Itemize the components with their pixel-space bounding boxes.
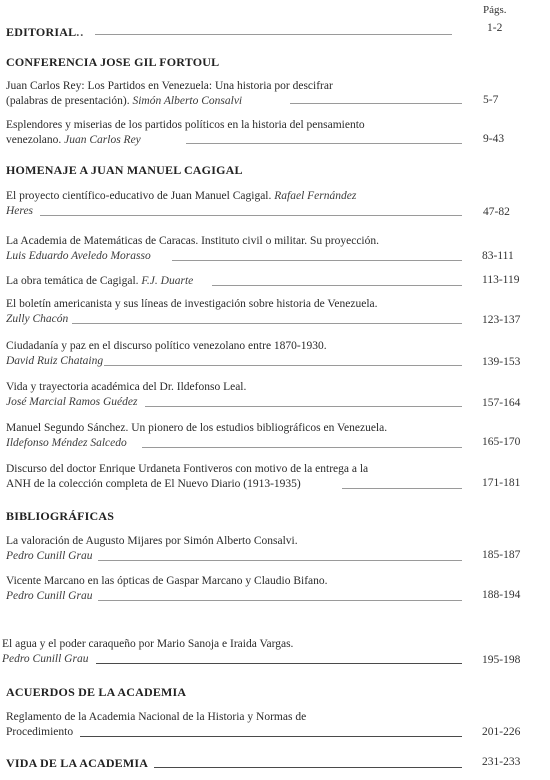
section-heading-homenaje: HOMENAJE A JUAN MANUEL CAGIGAL xyxy=(6,163,243,177)
entry-author-cont: Heres xyxy=(6,205,34,217)
entry-pages: 185-187 xyxy=(482,549,521,561)
dot-leader xyxy=(145,406,462,407)
entry-pages: 165-170 xyxy=(482,436,521,448)
dot-leader xyxy=(95,34,452,35)
entry-author: Ildefonso Méndez Salcedo xyxy=(6,437,127,449)
entry-author: Juan Carlos Rey xyxy=(64,134,141,146)
entry-pages: 5-7 xyxy=(483,94,499,106)
dot-leader xyxy=(154,767,462,768)
entry-pages: 9-43 xyxy=(483,133,505,145)
dot-leader xyxy=(72,323,462,324)
entry-author: Simón Alberto Consalvi xyxy=(132,95,243,107)
entry-author: Pedro Cunill Grau xyxy=(6,590,93,602)
editorial-heading: EDITORIAL.. xyxy=(6,25,85,39)
entry-pages: 188-194 xyxy=(482,589,521,601)
entry-title: Vida y trayectoria académica del Dr. Ildefonso Leal. xyxy=(6,381,247,393)
entry-author: Pedro Cunill Grau xyxy=(2,653,89,665)
dot-leader xyxy=(342,488,462,489)
entry-author: Zully Chacón xyxy=(6,313,69,325)
editorial-pages: 1-2 xyxy=(487,22,503,34)
entry-pages: 83-111 xyxy=(482,250,514,262)
entry-title: Discurso del doctor Enrique Urdaneta Fontiveros con motivo de la entrega a la xyxy=(6,463,369,475)
dot-leader xyxy=(172,260,462,261)
toc-entry xyxy=(6,274,466,289)
dot-leader xyxy=(142,447,462,448)
dot-leader xyxy=(40,215,462,216)
entry-author: Pedro Cunill Grau xyxy=(6,550,93,562)
dot-leader xyxy=(80,736,462,737)
editorial-title: EDITORIAL xyxy=(6,25,77,39)
entry-pages: 195-198 xyxy=(482,654,521,666)
entry-title: Vicente Marcano en las ópticas de Gaspar Marcano y Claudio Bifano. xyxy=(6,575,328,587)
entry-title: La Academia de Matemáticas de Caracas. Instituto civil o militar. Su proyección. xyxy=(6,235,379,247)
section-heading-conferencia: CONFERENCIA JOSE GIL FORTOUL xyxy=(6,55,220,69)
toc-entry xyxy=(6,79,466,109)
entry-title: El agua y el poder caraqueño por Mario Sanoja e Iraida Vargas. xyxy=(2,638,294,650)
entry-title: Reglamento de la Academia Nacional de la Historia y Normas de xyxy=(6,711,307,723)
entry-author: Luis Eduardo Aveledo Morasso xyxy=(6,250,151,262)
entry-pages: 139-153 xyxy=(482,356,521,368)
entry-title: Ciudadanía y paz en el discurso político venezolano entre 1870-1930. xyxy=(6,340,327,352)
entry-pages: 123-137 xyxy=(482,314,521,326)
dot-leader xyxy=(186,143,462,144)
entry-title: Manuel Segundo Sánchez. Un pionero de los estudios bibliográficos en Venezuela. xyxy=(6,422,388,434)
section-heading-vida: VIDA DE LA ACADEMIA xyxy=(6,756,149,770)
entry-author: Rafael Fernández xyxy=(274,190,357,202)
entry-title-cont: Procedimiento xyxy=(6,726,74,738)
dot-leader xyxy=(98,600,462,601)
entry-title: El boletín americanista y sus líneas de investigación sobre historia de Venezuela. xyxy=(6,298,378,310)
entry-author: F.J. Duarte xyxy=(141,275,194,287)
entry-title: La valoración de Augusto Mijares por Simón Alberto Consalvi. xyxy=(6,535,298,547)
section-heading-bibliograficas: BIBLIOGRÁFICAS xyxy=(6,509,115,523)
entry-title: La obra temática de Cagigal. xyxy=(6,275,142,287)
entry-title: Juan Carlos Rey: Los Partidos en Venezuela: Una historia por descifrar xyxy=(6,80,333,92)
section-heading-acuerdos: ACUERDOS DE LA ACADEMIA xyxy=(6,685,187,699)
pages-column-header: Págs. xyxy=(483,4,507,16)
entry-pages: 171-181 xyxy=(482,477,521,489)
entry-pages: 47-82 xyxy=(483,206,510,218)
entry-title: Esplendores y miserias de los partidos políticos en la historia del pensamiento xyxy=(6,119,365,131)
vida-pages: 231-233 xyxy=(482,756,521,768)
entry-pages: 201-226 xyxy=(482,726,521,738)
dot-leader xyxy=(104,365,462,366)
entry-pages: 113-119 xyxy=(482,274,520,286)
entry-pages: 157-164 xyxy=(482,397,521,409)
entry-author: José Marcial Ramos Guédez xyxy=(6,396,138,408)
dot-leader xyxy=(290,103,462,104)
dot-leader xyxy=(212,285,462,286)
dot-leader xyxy=(98,560,462,561)
entry-title-cont: venezolano. xyxy=(6,134,65,146)
entry-title-cont: ANH de la colección completa de El Nuevo Diario (1913-1935) xyxy=(6,478,301,490)
entry-title-cont: (palabras de presentación). xyxy=(6,95,133,107)
dot-leader xyxy=(96,663,462,664)
entry-author: David Ruiz Chataing xyxy=(6,355,104,367)
entry-title: El proyecto científico-educativo de Juan Manuel Cagigal. xyxy=(6,190,275,202)
